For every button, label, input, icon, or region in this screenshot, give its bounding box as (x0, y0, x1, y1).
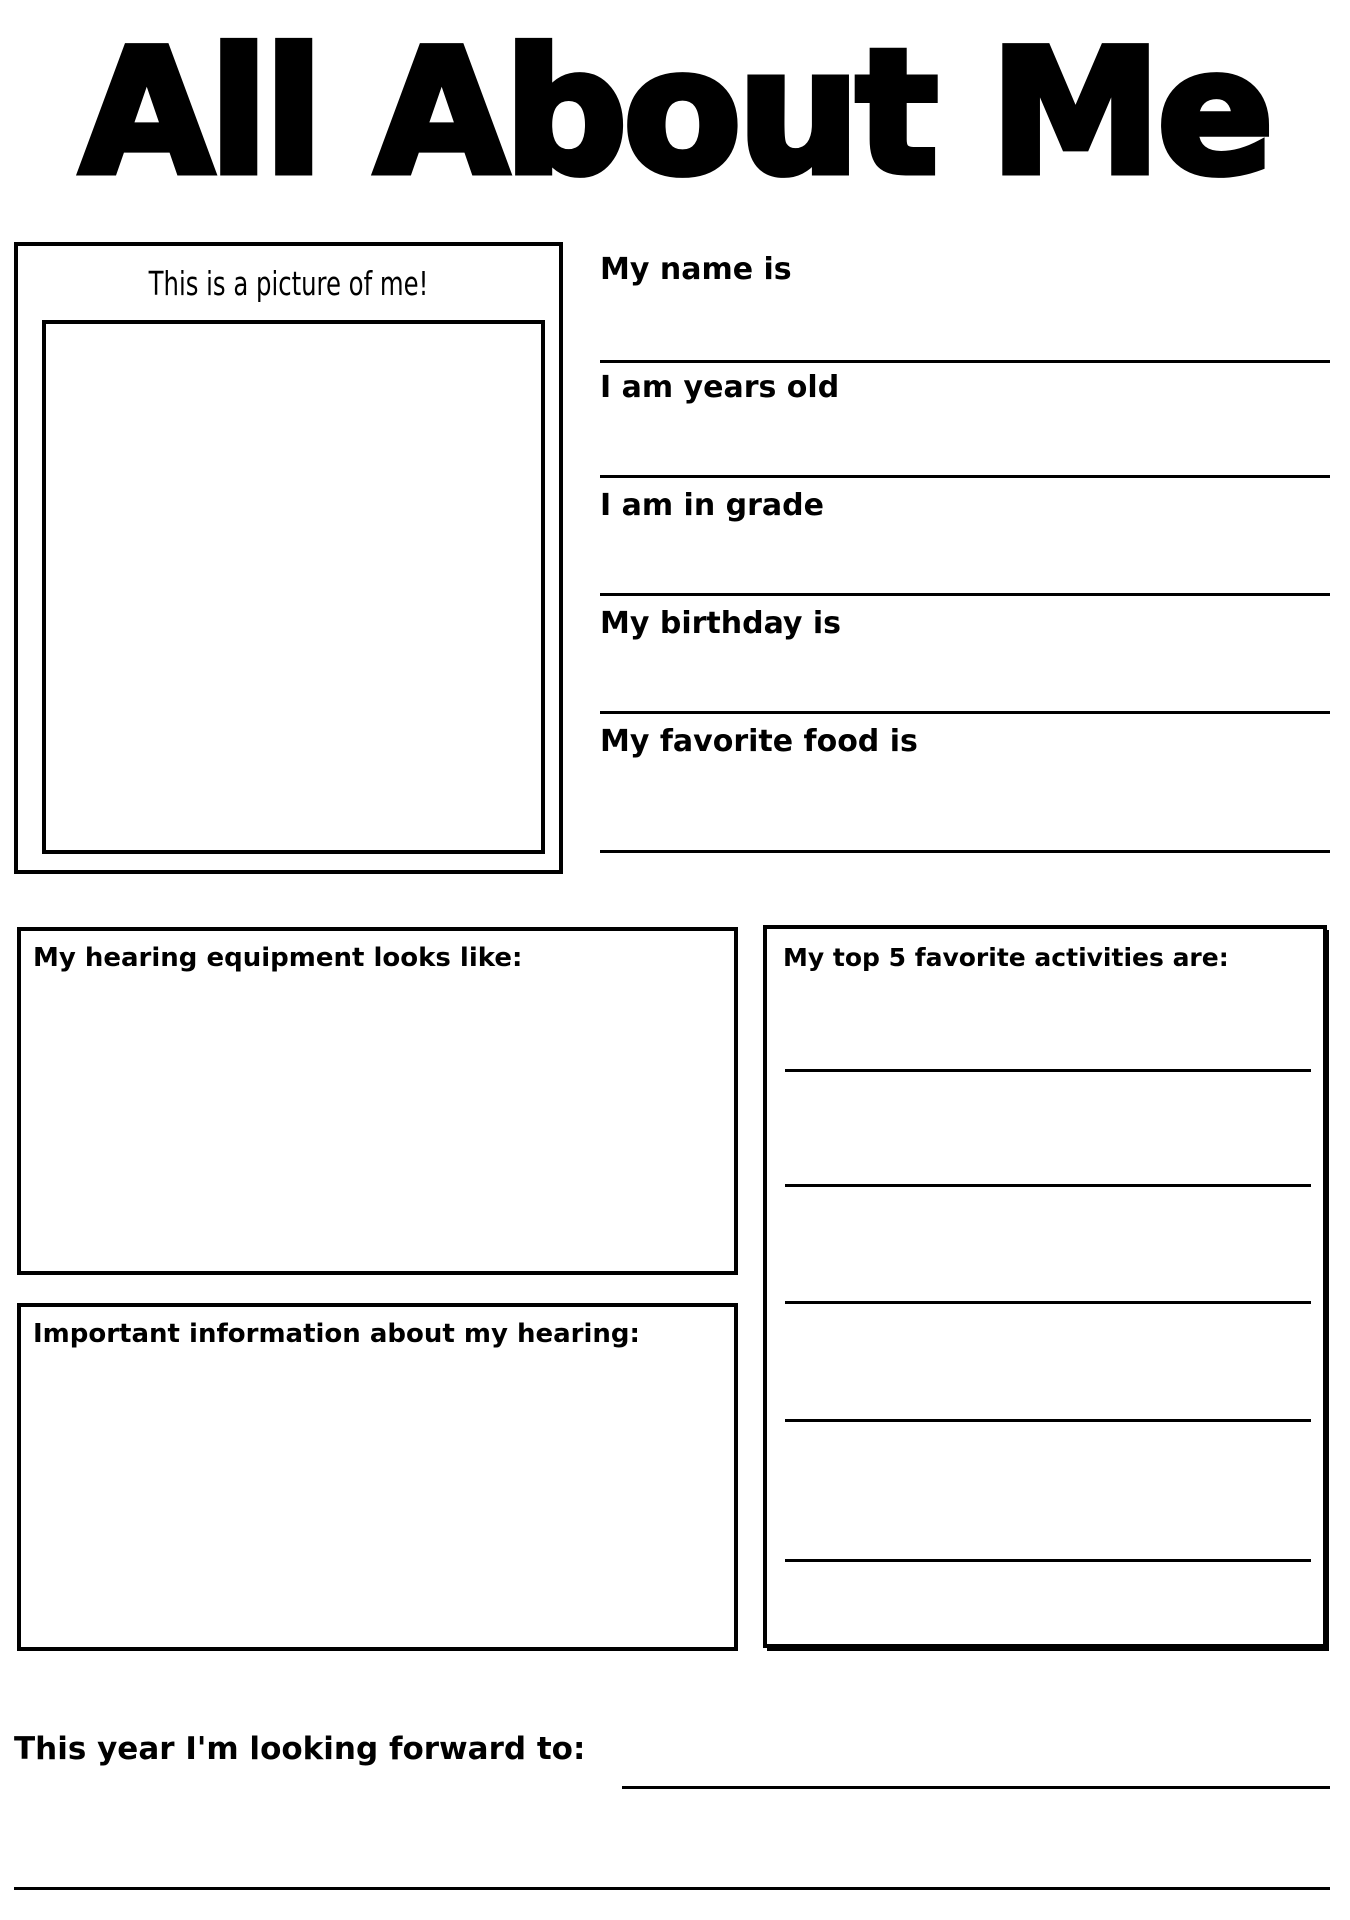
name-line[interactable] (600, 360, 1330, 363)
activities-label: My top 5 favorite activities are: (783, 943, 1229, 972)
birthday-label: My birthday is (600, 606, 842, 641)
hearing-info-label: Important information about my hearing: (33, 1319, 640, 1349)
name-label: My name is (600, 252, 792, 287)
activity-line-2[interactable] (785, 1184, 1311, 1187)
favorite-food-label: My favorite food is (600, 724, 918, 759)
photo-caption: This is a picture of me! (148, 264, 429, 303)
grade-line[interactable] (600, 593, 1330, 596)
activity-line-4[interactable] (785, 1419, 1311, 1422)
looking-forward-line-1[interactable] (622, 1786, 1330, 1789)
activities-box (763, 925, 1327, 1648)
birthday-line[interactable] (600, 711, 1330, 714)
page-title: All About Me (80, 12, 1270, 213)
looking-forward-line-2[interactable] (14, 1887, 1330, 1890)
age-label: I am years old (600, 370, 840, 405)
favorite-food-line[interactable] (600, 850, 1330, 853)
hearing-equipment-box[interactable] (17, 927, 738, 1275)
activity-line-3[interactable] (785, 1301, 1311, 1304)
age-line[interactable] (600, 475, 1330, 478)
grade-label: I am in grade (600, 488, 824, 523)
activity-line-5[interactable] (785, 1559, 1311, 1562)
photo-frame (14, 242, 563, 874)
activity-line-1[interactable] (785, 1069, 1311, 1072)
photo-drawing-area[interactable] (42, 320, 545, 854)
hearing-equipment-label: My hearing equipment looks like: (33, 943, 523, 973)
hearing-info-box[interactable] (17, 1303, 738, 1651)
looking-forward-label: This year I'm looking forward to: (14, 1731, 586, 1767)
